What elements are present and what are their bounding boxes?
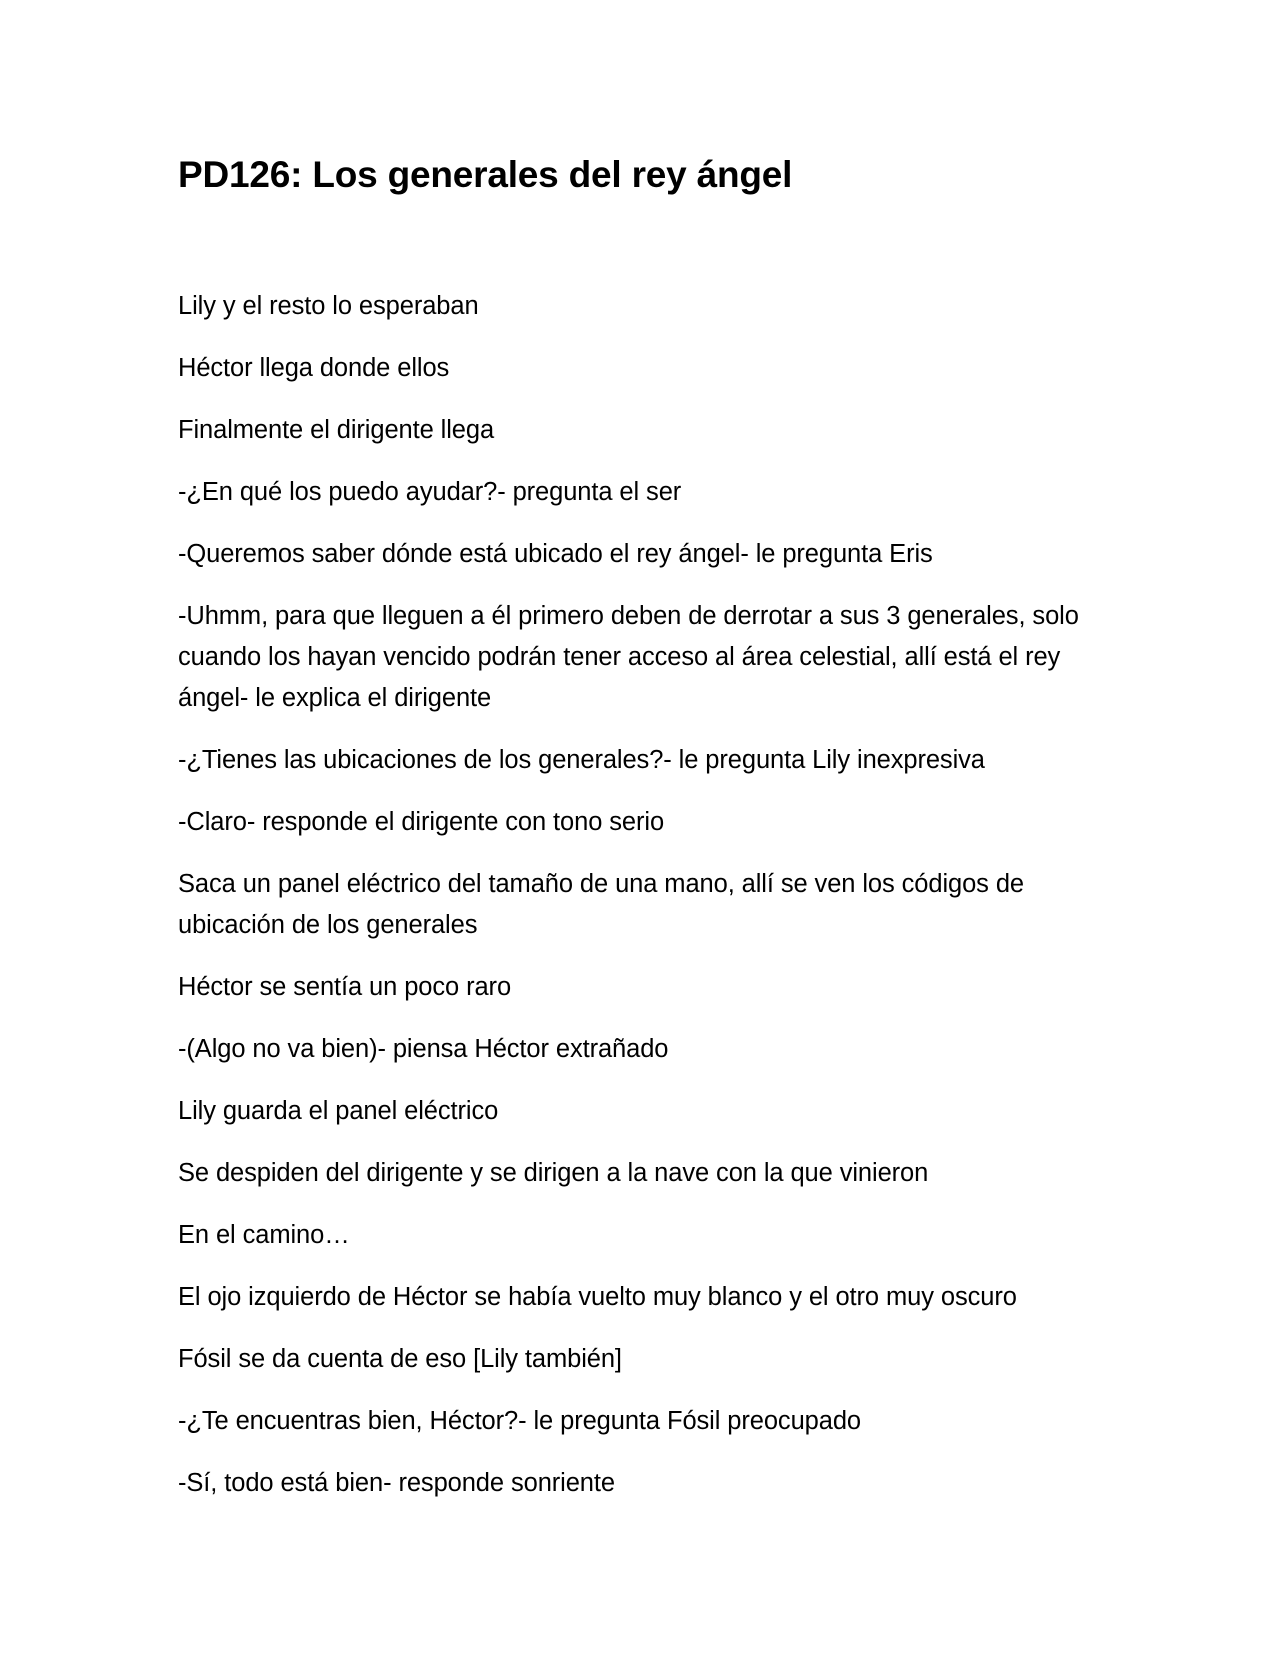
paragraph: Héctor llega donde ellos: [178, 354, 450, 382]
paragraph: Se despiden del dirigente y se dirigen a la nave con la que vinieron: [178, 1159, 929, 1187]
paragraph: -¿Te encuentras bien, Héctor?- le pregunta Fósil preocupado: [178, 1407, 861, 1435]
paragraph: El ojo izquierdo de Héctor se había vuelto muy blanco y el otro muy oscuro: [178, 1283, 1017, 1311]
paragraph: Lily guarda el panel eléctrico: [178, 1097, 499, 1125]
paragraph: Lily y el resto lo esperaban: [178, 292, 479, 320]
paragraph: -Uhmm, para que lleguen a él primero deben de derrotar a sus 3 generales, solo cuando los hayan vencido podrán tener acceso al área celestial, allí está el rey ángel- le explica el dirigente: [178, 602, 1079, 712]
paragraph: En el camino…: [178, 1221, 350, 1249]
document-body: [178, 286, 1096, 1525]
paragraph: -Sí, todo está bien- responde sonriente: [178, 1469, 615, 1497]
paragraph: Fósil se da cuenta de eso [Lily también]: [178, 1345, 622, 1373]
paragraph: -(Algo no va bien)- piensa Héctor extrañado: [178, 1035, 669, 1063]
paragraph: -¿En qué los puedo ayudar?- pregunta el ser: [178, 478, 682, 506]
paragraph: -Queremos saber dónde está ubicado el rey ángel- le pregunta Eris: [178, 540, 933, 568]
paragraph: -Claro- responde el dirigente con tono serio: [178, 808, 665, 836]
paragraph: -¿Tienes las ubicaciones de los generales?- le pregunta Lily inexpresiva: [178, 746, 985, 774]
paragraph: Saca un panel eléctrico del tamaño de una mano, allí se ven los códigos de ubicación de los generales: [178, 870, 1024, 939]
paragraph: Finalmente el dirigente llega: [178, 416, 495, 444]
document-title: PD126: Los generales del rey ángel: [178, 154, 793, 195]
paragraph: Héctor se sentía un poco raro: [178, 973, 512, 1001]
